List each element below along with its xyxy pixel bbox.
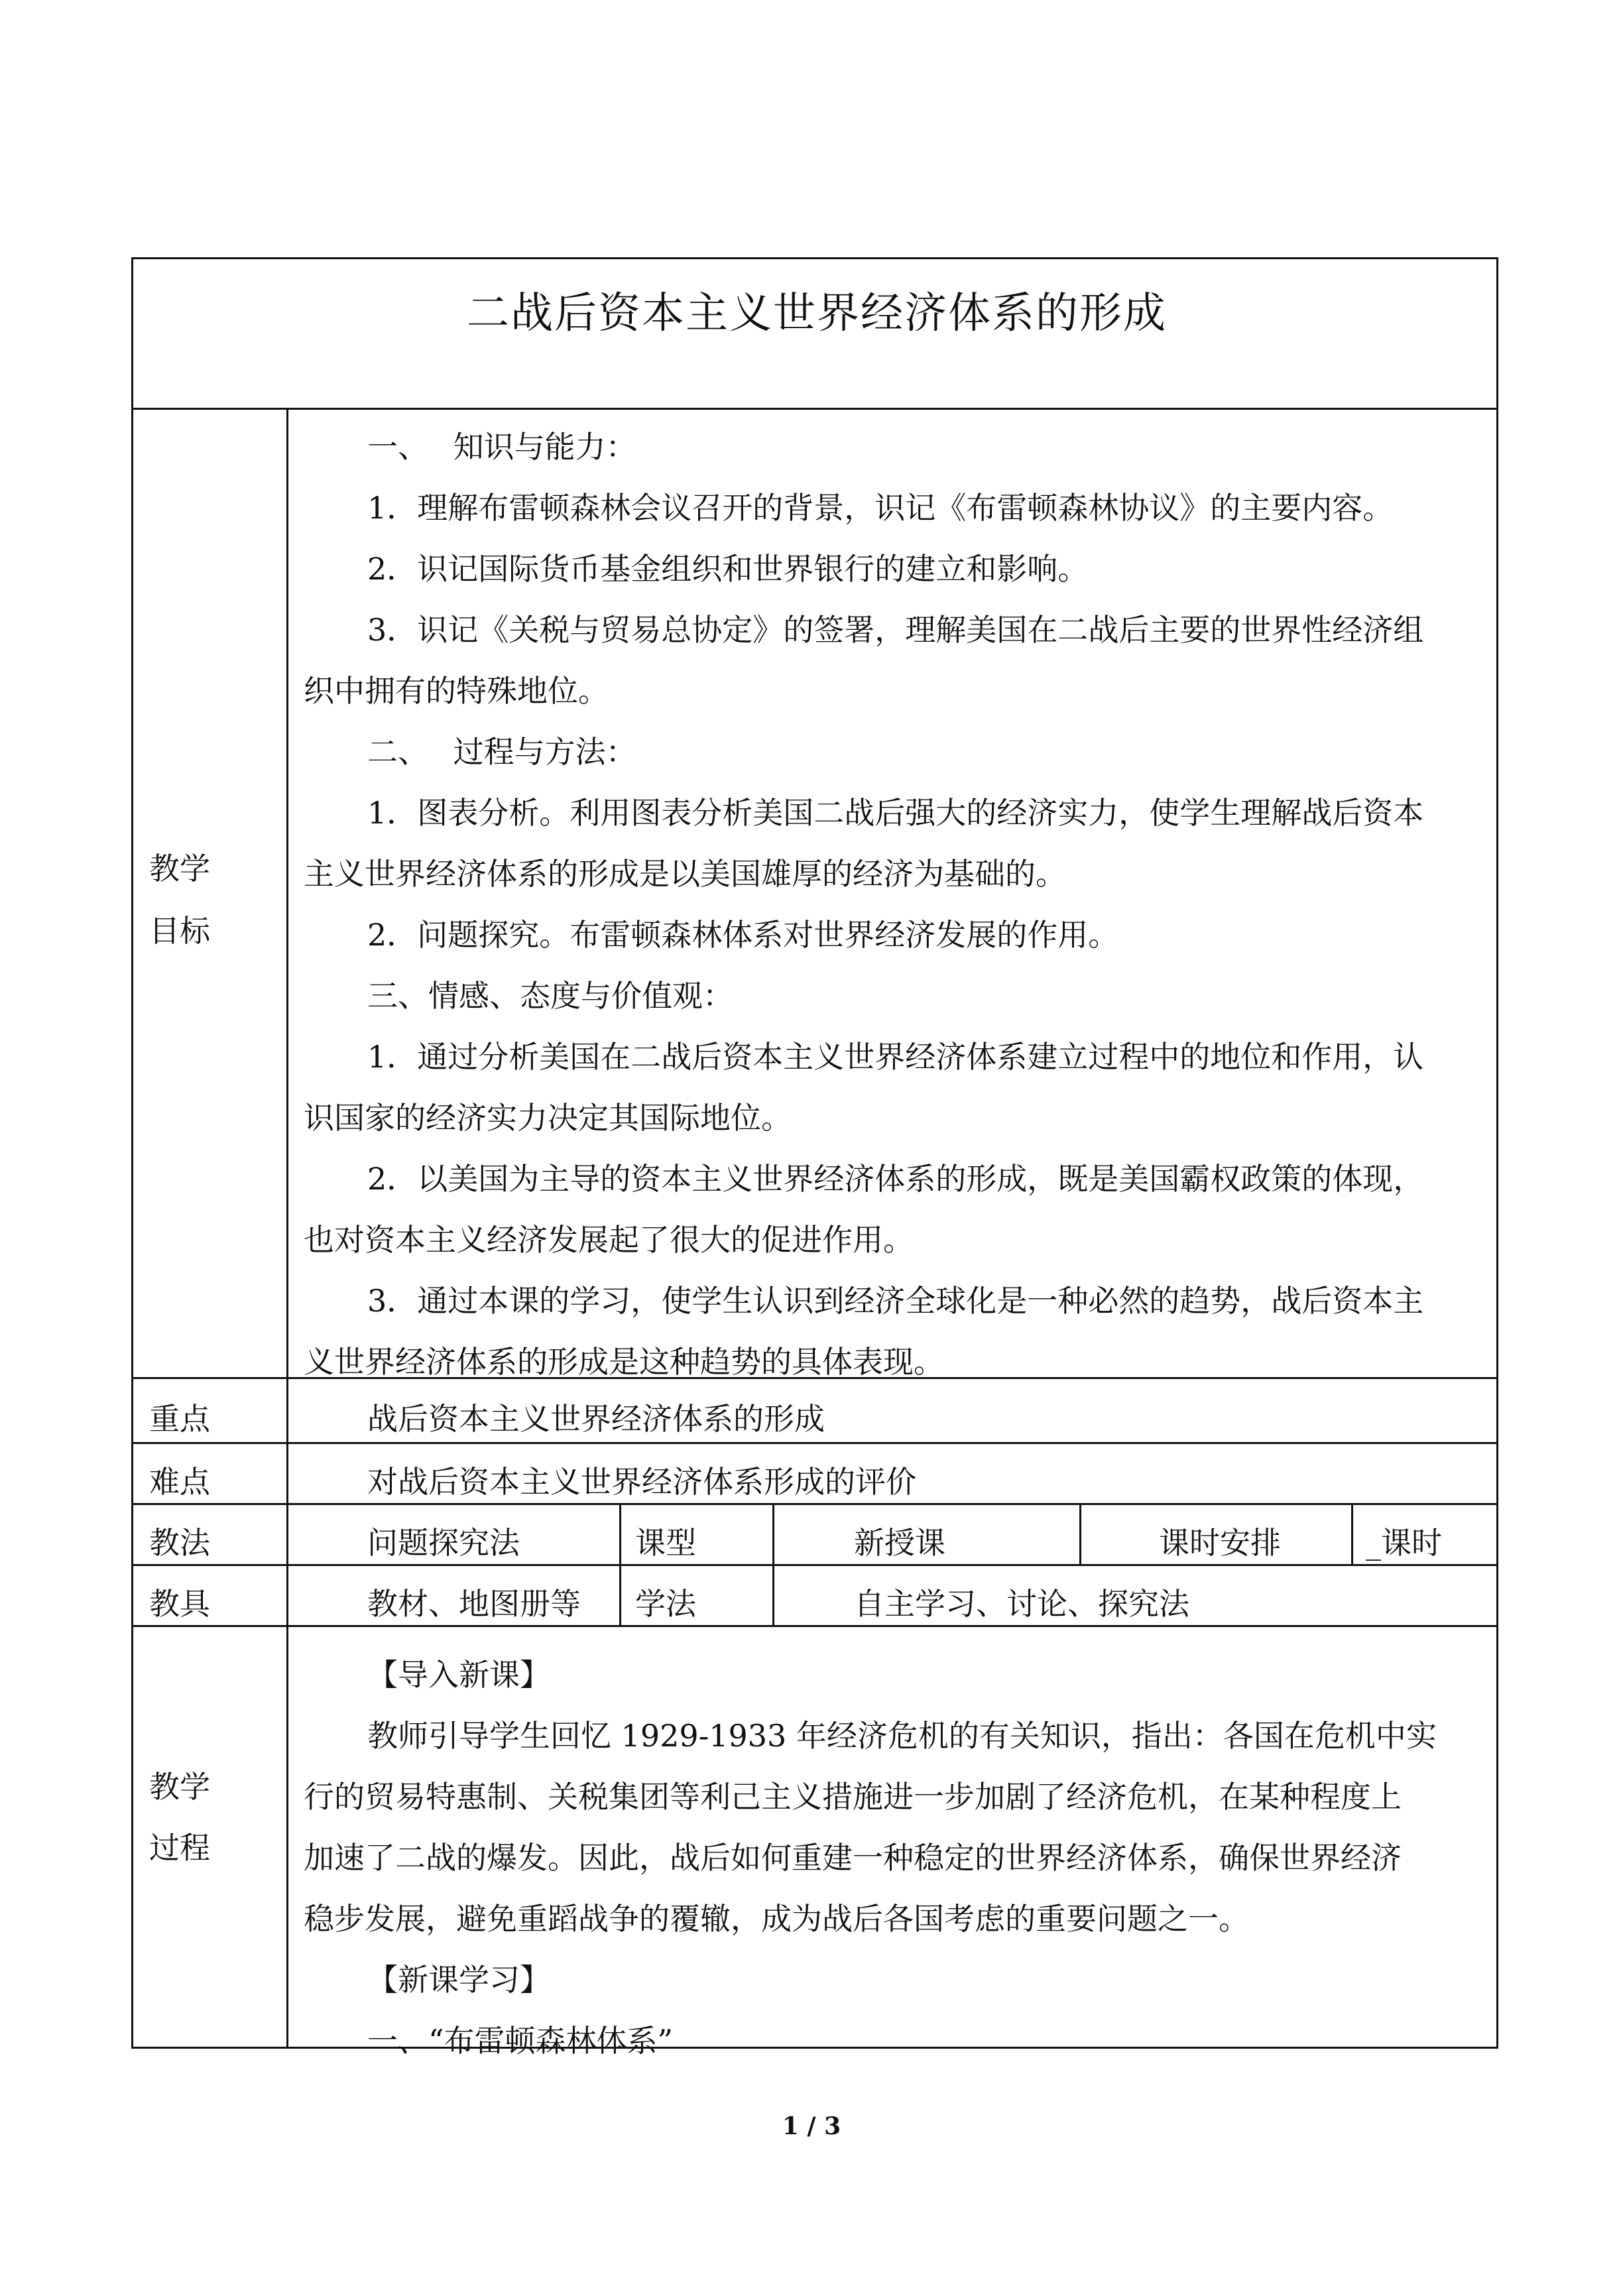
column-divider — [619, 1503, 621, 1625]
goals-line: 三、情感、态度与价值观： — [367, 978, 733, 1014]
column-divider — [1351, 1503, 1353, 1564]
goals-line: 一、 知识与能力： — [367, 429, 636, 465]
row-divider — [133, 408, 1496, 410]
goals-line: 织中拥有的特殊地位。 — [304, 673, 609, 709]
process-label-line1: 教学 — [149, 1769, 210, 1805]
difficulty-value: 对战后资本主义世界经济体系形成的评价 — [367, 1464, 916, 1500]
schedule-value: _课时 — [1366, 1525, 1442, 1561]
goals-line: 1．理解布雷顿森林会议召开的背景，识记《布雷顿森林协议》的主要内容。 — [367, 490, 1394, 526]
row-divider — [133, 1442, 1496, 1444]
goals-line: 1．通过分析美国在二战后资本主义世界经济体系建立过程中的地位和作用，认 — [367, 1039, 1424, 1075]
study-method-label: 学法 — [635, 1586, 696, 1622]
goals-content — [304, 416, 1484, 1392]
goals-line: 3．识记《关税与贸易总协定》的签署，理解美国在二战后主要的世界性经济组 — [367, 612, 1424, 648]
goals-line: 2．问题探究。布雷顿森林体系对世界经济发展的作用。 — [367, 917, 1119, 953]
process-label-line2: 过程 — [149, 1830, 210, 1866]
goals-line: 主义世界经济体系的形成是以美国雄厚的经济为基础的。 — [304, 856, 1066, 892]
column-divider — [286, 408, 288, 2047]
goals-line: 2．识记国际货币基金组织和世界银行的建立和影响。 — [367, 551, 1089, 587]
process-content — [304, 1644, 1484, 2071]
process-line: 【新课学习】 — [367, 1962, 550, 1998]
goals-label-line1: 教学 — [149, 851, 210, 886]
schedule-label: 课时安排 — [1159, 1525, 1281, 1561]
process-line: 加速了二战的爆发。因此，战后如何重建一种稳定的世界经济体系，确保世界经济 — [304, 1840, 1402, 1876]
goals-line: 识国家的经济实力决定其国际地位。 — [304, 1100, 792, 1136]
goals-line: 也对资本主义经济发展起了很大的促进作用。 — [304, 1222, 914, 1258]
row-divider — [133, 1564, 1496, 1566]
key-point-value: 战后资本主义世界经济体系的形成 — [367, 1401, 825, 1437]
goals-line: 3．通过本课的学习，使学生认识到经济全球化是一种必然的趋势，战后资本主 — [367, 1283, 1424, 1319]
method-value: 问题探究法 — [367, 1525, 520, 1561]
row-divider — [133, 1625, 1496, 1627]
page-title: 二战后资本主义世界经济体系的形成 — [467, 289, 1167, 338]
study-method-value: 自主学习、讨论、探究法 — [854, 1586, 1189, 1622]
lesson-type-value: 新授课 — [854, 1525, 945, 1561]
column-divider — [772, 1503, 774, 1625]
process-line: 教师引导学生回忆 1929-1933 年经济危机的有关知识，指出：各国在危机中实 — [367, 1718, 1437, 1754]
process-line: 行的贸易特惠制、关税集团等利己主义措施进一步加剧了经济危机，在某种程度上 — [304, 1779, 1402, 1815]
goals-line: 1．图表分析。利用图表分析美国二战后强大的经济实力，使学生理解战后资本 — [367, 795, 1424, 831]
tools-value: 教材、地图册等 — [367, 1586, 581, 1622]
column-divider — [1079, 1503, 1081, 1564]
method-label: 教法 — [149, 1525, 210, 1561]
row-divider — [133, 1503, 1496, 1505]
goals-line: 二、 过程与方法： — [367, 734, 636, 770]
tools-label: 教具 — [149, 1586, 210, 1622]
process-line: 【导入新课】 — [367, 1657, 550, 1693]
key-point-label: 重点 — [149, 1401, 210, 1437]
difficulty-label: 难点 — [149, 1464, 210, 1500]
lesson-type-label: 课型 — [635, 1525, 696, 1561]
process-line: 一、“布雷顿森林体系” — [367, 2023, 674, 2059]
page-number: 1 / 3 — [782, 2112, 841, 2140]
goals-line: 2．以美国为主导的资本主义世界经济体系的形成，既是美国霸权政策的体现， — [367, 1161, 1424, 1197]
process-line: 稳步发展，避免重蹈战争的覆辙，成为战后各国考虑的重要问题之一。 — [304, 1901, 1249, 1937]
goals-label-line2: 目标 — [149, 913, 210, 949]
goals-line: 义世界经济体系的形成是这种趋势的具体表现。 — [304, 1344, 944, 1380]
